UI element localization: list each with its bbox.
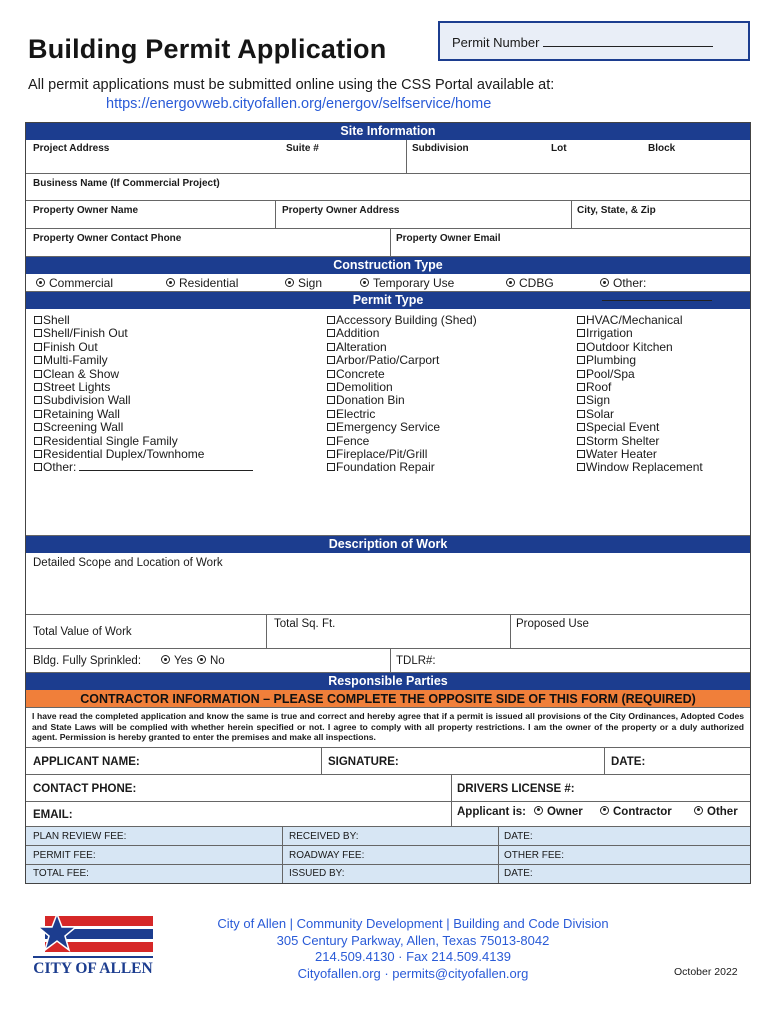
permit-type-label: Subdivision Wall	[43, 393, 131, 408]
checkbox-icon[interactable]	[327, 383, 335, 391]
checkbox-icon[interactable]	[577, 463, 585, 471]
permit-type-option[interactable]	[577, 314, 703, 327]
received-by-label: RECEIVED BY:	[289, 830, 359, 842]
checkbox-icon[interactable]	[327, 463, 335, 471]
checkbox-icon[interactable]	[327, 316, 335, 324]
permit-type-col-1	[34, 314, 253, 475]
issued-by-label: ISSUED BY:	[289, 867, 345, 879]
site-info-heading: Site Information	[26, 123, 750, 140]
fee-date-label-2: DATE:	[504, 867, 533, 879]
footer-division: City of Allen | Community Development | Building and Code Division	[217, 916, 609, 931]
permit-form	[25, 122, 751, 884]
value-row	[26, 615, 750, 649]
permit-type-label: Electric	[336, 406, 376, 421]
proposed-use-label: Proposed Use	[516, 618, 589, 630]
permit-type-label: Other:	[43, 460, 77, 475]
construction-option-cdbg[interactable]: CDBG	[506, 276, 554, 290]
city-state-zip-label: City, State, & Zip	[577, 205, 656, 216]
permit-type-label: Special Event	[586, 420, 660, 435]
checkbox-icon[interactable]	[34, 370, 42, 378]
permit-type-option[interactable]	[577, 421, 703, 434]
construction-type-options	[26, 274, 750, 292]
permit-type-option[interactable]	[327, 327, 477, 340]
permit-type-label: Plumbing	[586, 353, 637, 368]
permit-type-option[interactable]	[34, 341, 253, 354]
radio-icon	[694, 806, 703, 815]
permit-type-option[interactable]	[34, 354, 253, 367]
checkbox-icon[interactable]	[34, 329, 42, 337]
permit-type-label: Shell	[43, 313, 70, 327]
applicant-name-label: APPLICANT NAME:	[33, 755, 140, 768]
permit-type-label: Emergency Service	[336, 420, 441, 435]
permit-type-option[interactable]	[34, 421, 253, 434]
checkbox-icon[interactable]	[577, 329, 585, 337]
fee-row-1	[26, 827, 750, 846]
permit-type-label: Retaining Wall	[43, 406, 120, 421]
intro-text: All permit applications must be submitted online using the CSS Portal available at:	[28, 77, 555, 93]
applicant-row	[26, 748, 750, 775]
permit-number-box	[438, 21, 750, 61]
permit-type-label: HVAC/Mechanical	[586, 313, 683, 327]
sprinkled-yes-option[interactable]: Yes	[161, 655, 193, 667]
owner-row	[26, 201, 750, 229]
site-row-1	[26, 140, 750, 174]
sprinkled-label: Bldg. Fully Sprinkled:	[33, 655, 142, 667]
description-heading: Description of Work	[26, 536, 750, 553]
permit-type-label: Donation Bin	[336, 393, 405, 408]
radio-icon	[161, 655, 170, 664]
checkbox-icon[interactable]	[577, 383, 585, 391]
checkbox-icon[interactable]	[577, 410, 585, 418]
email-label: EMAIL:	[33, 808, 73, 821]
permit-type-label: Fence	[336, 433, 370, 448]
certification-statement: I have read the completed application and know the same is true and correct and hereby agree that if a permit is issued all provisions of the City Ordinances, Adopted Codes and State Laws will be complied with whether herein specified or not. I agree to comply with all property restrictions. I am the owner of the property or a duly authorized agent. Permission is hereby granted to enter the premises and make all inspections.	[26, 708, 750, 748]
permit-type-option[interactable]	[327, 368, 477, 381]
total-sqft-label: Total Sq. Ft.	[274, 618, 336, 630]
permit-type-option[interactable]	[577, 448, 703, 461]
checkbox-icon[interactable]	[577, 343, 585, 351]
permit-type-option[interactable]	[577, 461, 703, 474]
permit-type-label: Storm Shelter	[586, 433, 660, 448]
drivers-license-label: DRIVERS LICENSE #:	[457, 782, 575, 795]
sprinkled-no-option[interactable]: No	[197, 655, 225, 667]
permit-type-list	[26, 309, 750, 536]
checkbox-icon[interactable]	[327, 396, 335, 404]
permit-type-label: Outdoor Kitchen	[586, 339, 673, 354]
permit-type-label: Concrete	[336, 366, 385, 381]
signature-label: SIGNATURE:	[328, 755, 399, 768]
permit-number-label: Permit Number	[452, 35, 540, 50]
permit-type-label: Residential Duplex/Townhome	[43, 447, 205, 462]
checkbox-icon[interactable]	[327, 450, 335, 458]
applicant-contractor-option[interactable]: Contractor	[600, 806, 672, 818]
permit-type-option[interactable]	[34, 314, 253, 327]
checkbox-icon[interactable]	[34, 356, 42, 364]
plan-review-fee-label: PLAN REVIEW FEE:	[33, 830, 127, 842]
permit-type-option[interactable]	[327, 408, 477, 421]
checkbox-icon[interactable]	[34, 410, 42, 418]
responsible-parties-heading: Responsible Parties	[26, 673, 750, 690]
checkbox-icon[interactable]	[577, 396, 585, 404]
radio-icon	[197, 655, 206, 664]
scope-row[interactable]	[26, 553, 750, 615]
construction-option-commercial[interactable]: Commercial	[36, 276, 113, 290]
permit-type-label: Street Lights	[43, 380, 111, 395]
permit-type-label: Arbor/Patio/Carport	[336, 353, 440, 368]
radio-icon	[600, 806, 609, 815]
permit-type-option[interactable]	[577, 341, 703, 354]
construction-type-heading: Construction Type	[26, 257, 750, 274]
permit-type-label: Addition	[336, 326, 380, 341]
radio-icon	[600, 278, 609, 287]
construction-option-other[interactable]: Other:	[600, 276, 750, 304]
applicant-is-label: Applicant is:	[457, 805, 527, 818]
permit-type-label: Irrigation	[586, 326, 633, 341]
owner-address-label: Property Owner Address	[282, 205, 400, 216]
permit-type-heading: Permit Type	[26, 292, 750, 309]
permit-type-label: Fireplace/Pit/Grill	[336, 447, 428, 462]
permit-type-option[interactable]	[577, 327, 703, 340]
checkbox-icon[interactable]	[34, 343, 42, 351]
checkbox-icon[interactable]	[577, 356, 585, 364]
permit-type-option[interactable]	[577, 394, 703, 407]
portal-link[interactable]: https://energovweb.cityofallen.org/energov/selfservice/home	[106, 96, 492, 112]
footer-contact	[193, 916, 633, 982]
permit-type-option[interactable]	[327, 381, 477, 394]
other-fee-label: OTHER FEE:	[504, 849, 565, 861]
permit-type-label: Pool/Spa	[586, 366, 635, 381]
checkbox-icon[interactable]	[327, 343, 335, 351]
permit-type-label: Finish Out	[43, 339, 98, 354]
roadway-fee-label: ROADWAY FEE:	[289, 849, 365, 861]
scope-label: Detailed Scope and Location of Work	[33, 557, 223, 569]
checkbox-icon[interactable]	[577, 423, 585, 431]
permit-type-option[interactable]	[34, 394, 253, 407]
permit-type-option[interactable]	[34, 435, 253, 448]
permit-type-label: Screening Wall	[43, 420, 124, 435]
checkbox-icon[interactable]	[34, 463, 42, 471]
permit-type-label: Accessory Building (Shed)	[336, 313, 477, 327]
permit-type-label: Residential Single Family	[43, 433, 178, 448]
checkbox-icon[interactable]	[577, 316, 585, 324]
business-name-label: Business Name (If Commercial Project)	[33, 178, 220, 189]
checkbox-icon[interactable]	[34, 383, 42, 391]
permit-type-option[interactable]	[34, 408, 253, 421]
radio-icon	[360, 278, 369, 287]
permit-type-option[interactable]	[327, 314, 477, 327]
permit-type-option[interactable]	[327, 354, 477, 367]
permit-type-label: Multi-Family	[43, 353, 108, 368]
permit-type-option[interactable]	[327, 421, 477, 434]
applicant-owner-option[interactable]: Owner	[534, 806, 583, 818]
permit-type-label: Roof	[586, 380, 612, 395]
footer-address: 305 Century Parkway, Allen, Texas 75013-8042	[276, 932, 550, 948]
footer-web-email[interactable]: Cityofallen.org · permits@cityofallen.org	[297, 965, 529, 981]
fee-row-3	[26, 865, 750, 883]
permit-type-label: Solar	[586, 406, 615, 421]
footer-phone: 214.509.4130 · Fax 214.509.4139	[315, 949, 511, 964]
checkbox-icon[interactable]	[327, 356, 335, 364]
permit-type-label: Clean & Show	[43, 366, 120, 381]
permit-type-label: Shell/Finish Out	[43, 326, 128, 341]
owner-phone-label: Property Owner Contact Phone	[33, 233, 182, 244]
checkbox-icon[interactable]	[34, 450, 42, 458]
tdlr-label: TDLR#:	[396, 655, 436, 667]
owner-name-label: Property Owner Name	[33, 205, 139, 216]
project-address-label: Project Address	[33, 143, 110, 154]
business-name-row[interactable]	[26, 174, 750, 201]
checkbox-icon[interactable]	[34, 437, 42, 445]
revision-date: October 2022	[674, 966, 738, 978]
permit-type-option[interactable]	[327, 461, 477, 474]
radio-icon	[285, 278, 294, 287]
permit-type-option[interactable]	[577, 368, 703, 381]
checkbox-icon[interactable]	[327, 370, 335, 378]
checkbox-icon[interactable]	[327, 437, 335, 445]
checkbox-icon[interactable]	[34, 423, 42, 431]
radio-icon	[166, 278, 175, 287]
checkbox-icon[interactable]	[577, 437, 585, 445]
page-title: Building Permit Application	[28, 34, 387, 64]
lot-label: Lot	[551, 143, 567, 154]
permit-type-label: Demolition	[336, 380, 393, 395]
permit-fee-label: PERMIT FEE:	[33, 849, 96, 861]
checkbox-icon[interactable]	[577, 370, 585, 378]
permit-type-option[interactable]	[34, 368, 253, 381]
permit-type-option[interactable]	[577, 408, 703, 421]
construction-option-temporary-use[interactable]: Temporary Use	[360, 276, 454, 290]
date-label: DATE:	[611, 755, 646, 768]
checkbox-icon[interactable]	[34, 396, 42, 404]
permit-type-option[interactable]	[34, 448, 253, 461]
logo-text: CITY OF ALLEN	[33, 960, 153, 977]
owner-email-label: Property Owner Email	[396, 233, 501, 244]
permit-type-option[interactable]	[34, 461, 253, 474]
permit-type-label: Alteration	[336, 339, 387, 354]
permit-type-option[interactable]	[577, 354, 703, 367]
checkbox-icon[interactable]	[34, 316, 42, 324]
contact-phone-label: CONTACT PHONE:	[33, 782, 137, 795]
permit-type-col-3	[577, 314, 703, 475]
owner-contact-row	[26, 229, 750, 257]
permit-type-option[interactable]	[327, 448, 477, 461]
subdivision-label: Subdivision	[412, 143, 469, 154]
permit-type-option[interactable]	[34, 381, 253, 394]
fee-date-label-1: DATE:	[504, 830, 533, 842]
construction-option-residential[interactable]: Residential	[166, 276, 238, 290]
permit-type-label: Water Heater	[586, 447, 657, 462]
permit-type-option[interactable]	[34, 327, 253, 340]
checkbox-icon[interactable]	[577, 450, 585, 458]
fee-row-2	[26, 846, 750, 865]
permit-type-option[interactable]	[327, 394, 477, 407]
checkbox-icon[interactable]	[327, 423, 335, 431]
other-permit-blank[interactable]	[79, 461, 253, 471]
other-blank[interactable]	[602, 291, 712, 301]
applicant-other-option[interactable]: Other	[694, 806, 738, 818]
checkbox-icon[interactable]	[327, 329, 335, 337]
permit-type-label: Sign	[586, 393, 611, 408]
total-value-label: Total Value of Work	[33, 626, 132, 638]
permit-type-option[interactable]	[577, 381, 703, 394]
email-row	[26, 802, 750, 827]
permit-type-col-2	[327, 314, 477, 475]
permit-type-option[interactable]	[327, 435, 477, 448]
block-label: Block	[648, 143, 676, 154]
permit-type-label: Foundation Repair	[336, 460, 435, 475]
permit-type-option[interactable]	[327, 341, 477, 354]
city-of-allen-logo	[29, 912, 157, 978]
contact-row	[26, 775, 750, 802]
radio-icon	[36, 278, 45, 287]
construction-option-sign[interactable]: Sign	[285, 276, 322, 290]
contractor-banner: CONTRACTOR INFORMATION – PLEASE COMPLETE THE OPPOSITE SIDE OF THIS FORM (REQUIRED)	[26, 690, 750, 708]
radio-icon	[534, 806, 543, 815]
radio-icon	[506, 278, 515, 287]
checkbox-icon[interactable]	[327, 410, 335, 418]
permit-type-option[interactable]	[577, 435, 703, 448]
sprinkler-row	[26, 649, 750, 673]
total-fee-label: TOTAL FEE:	[33, 867, 89, 879]
suite-label: Suite #	[286, 143, 319, 154]
permit-number-field[interactable]	[543, 36, 713, 47]
permit-type-label: Window Replacement	[586, 460, 703, 475]
